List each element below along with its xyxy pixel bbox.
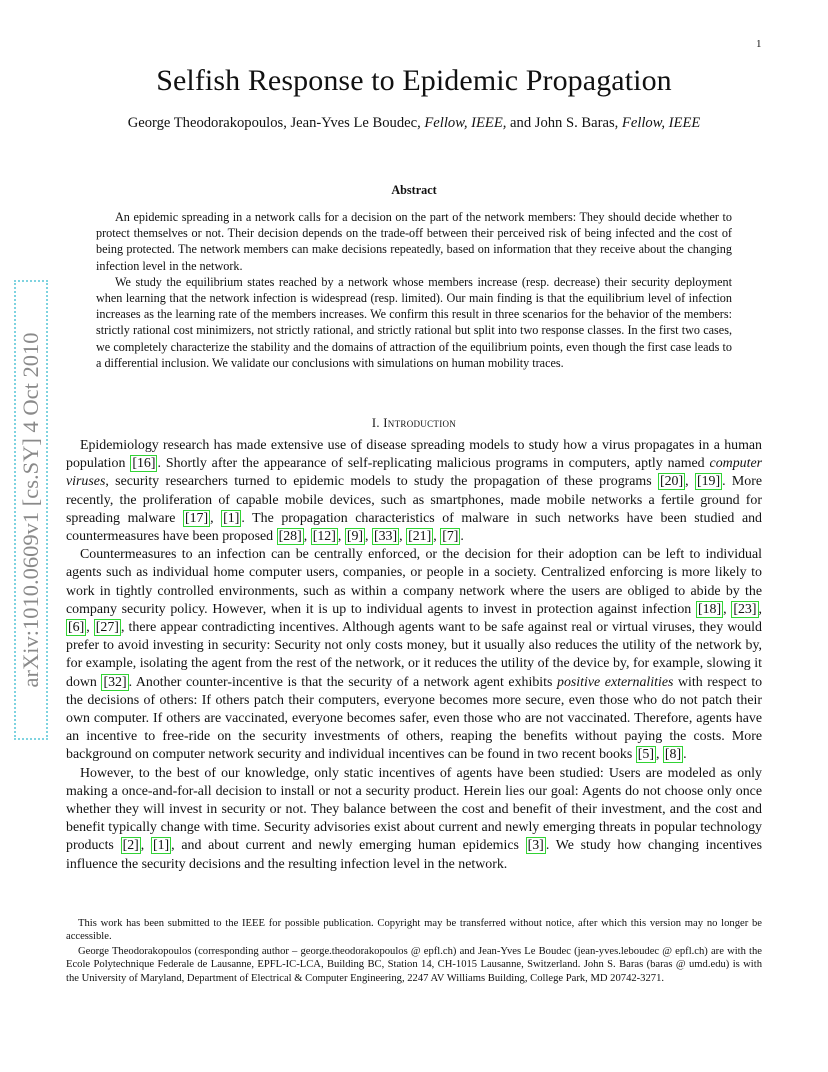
section-number: I. xyxy=(371,416,384,430)
paper-title: Selfish Response to Epidemic Propagation xyxy=(156,64,672,97)
section-heading xyxy=(0,416,828,431)
body-paragraph: However, to the best of our knowledge, only static incentives of agents have been studied: Users are modeled as only making a once-and-for-all decision to install or not a security product. Herein lies our goal: Agents do not choose only once whether they will invest in security or not. They balance between the cost and benefit of their investment, and the cost and benefit typically change with time. Security advisories exist about current and newly emerging threats in popular technology products [2] , [1] , and about current and newly emerging human epidemics [3] . We study how changing incentives influence the security decisions and the resulting infection level in the network. xyxy=(66,765,763,872)
author-names: and John S. Baras, xyxy=(506,115,622,131)
citation-link[interactable]: [1] xyxy=(223,510,240,526)
citation-link[interactable]: [9] xyxy=(346,529,364,545)
citation-link[interactable]: [27] xyxy=(95,620,119,636)
abstract-paragraph: We study the equilibrium states reached by a network whose members increase (resp. decrease) their security deployment when learning that the network infection is widespread (resp. limited). Our main finding is that the equilibrium level of infection increases as the learning rate of the members increases. We confirm this result in three scenarios for the behavior of the members: strictly rational cost minimizers, not strictly rational, and strictly rational but split into two response classes. In the first two cases, we completely characterize the stability and the domains of attraction of the equilibrium points, even though the first case leads to a differential inclusion. We validate our conclusions with simulations on human mobility traces. xyxy=(96,274,732,370)
abstract-paragraph: An epidemic spreading in a network calls for a decision on the part of the network members: They should decide whether to protect themselves or not. Their decision depends on the trade-off between their perceived risk of being infected and the cost of being protected. The network members can make decisions repeatedly, based on information that they receive about the changing infection level in the network. xyxy=(96,210,732,273)
author-affiliation: Fellow, IEEE, xyxy=(424,115,507,131)
emphasis: positive externalities xyxy=(557,674,674,690)
citation-link[interactable]: [6] xyxy=(68,620,85,636)
emphasis: computer viruses xyxy=(66,456,763,490)
citation-link[interactable]: [2] xyxy=(122,838,139,854)
citation-link[interactable]: [5] xyxy=(637,747,654,763)
abstract-body xyxy=(96,209,732,371)
citation-link[interactable]: [32] xyxy=(103,674,127,690)
abstract-heading: Abstract xyxy=(391,183,437,197)
citation-link[interactable]: [12] xyxy=(312,529,336,545)
introduction-body xyxy=(66,437,762,874)
citation-link[interactable]: [21] xyxy=(408,529,432,545)
section-title: Introduction xyxy=(383,416,457,430)
citation-link[interactable]: [33] xyxy=(373,529,398,545)
footnote: George Theodorakopoulos (corresponding author – george.theodorakopoulos @ epfl.ch) and Jean-Yves Le Boudec (jean-yves.leboudec @ epfl.ch) are with the Ecole Polytechnique Federale de Lausanne, EPFL-IC-LCA, Building BC, Station 14, CH-1015 Lausanne, Switzerland. John S. Baras (baras @ umd.edu) is with the University of Maryland, Department of Electrical & Computer Engineering, 2247 AV Williams Building, College Park, MD 20742-3271. xyxy=(66,945,762,984)
citation-link[interactable]: [23] xyxy=(733,601,757,617)
citation-link[interactable]: [28] xyxy=(278,529,302,545)
page-number: 1 xyxy=(756,38,762,50)
citation-link[interactable]: [3] xyxy=(527,838,544,854)
citation-link[interactable]: [18] xyxy=(697,601,722,617)
citation-link[interactable]: [17] xyxy=(184,510,209,526)
arxiv-identifier-text: arXiv:1010.0609v1 [cs.SY] 4 Oct 2010 xyxy=(18,332,43,688)
citation-link[interactable]: [7] xyxy=(442,529,459,545)
author-names: George Theodorakopoulos, Jean-Yves Le Boudec, xyxy=(127,115,425,131)
citation-link[interactable]: [20] xyxy=(659,474,684,490)
body-paragraph: Countermeasures to an infection can be centrally enforced, or the decision for their adoption can be left to individual agents such as individual home computer users, companies, or people in a society. Centralized enforcing is more likely to work in tightly controlled environments, such as within a company network where the users are obliged to abide by the company security policy. However, when it is up to individual agents to invest in protection against infection [18] , [23] , [6] , [27] , there appear contradicting incentives. Although agents want to be safe against real or virtual viruses, they would prefer to avoid investing in security: Security not only costs money, but it usually also reduces the utility of the network by, for example, isolating the agent from the rest of the network, or it reduces the utility of the device by, for example, slowing it down [32] . Another counter-incentive is that the security of a network agent exhibits positive externalities with respect to the decisions of others: If others patch their computers, everyone becomes more secure, even those who do not patch their own computer. If others are vaccinated, everyone becomes safer, even those who are not vaccinated. Therefore, agents have an incentive to free-ride on the security investments of others, reaping the benefits without paying the costs. More background on computer network security and individual incentives can be found in two recent books [5] , [8] . xyxy=(66,547,763,763)
author-affiliation: Fellow, IEEE xyxy=(621,115,701,131)
body-paragraph: Epidemiology research has made extensive use of disease spreading models to study how a virus propagates in a human population [16] . Shortly after the appearance of self-replicating malicious programs in computers, aptly named computer viruses, security researchers turned to epidemic models to study the propagation of these programs [20] , [19] . More recently, the proliferation of capable mobile devices, such as smartphones, made mobile networks a fertile ground for spreading malware [17] , [1] . The propagation characteristics of malware in such networks have been studied and countermeasures have been proposed [28] , [12] , [9] , [33] , [21] , [7] . xyxy=(66,438,763,545)
footnotes xyxy=(66,917,762,986)
citation-link[interactable]: [19] xyxy=(696,474,721,490)
arxiv-identifier-stamp[interactable] xyxy=(14,280,48,740)
citation-link[interactable]: [16] xyxy=(132,456,156,472)
citation-link[interactable]: [1] xyxy=(152,838,170,854)
author-line xyxy=(0,115,828,132)
citation-link[interactable]: [8] xyxy=(664,747,682,763)
footnote: This work has been submitted to the IEEE for possible publication. Copyright may be transferred without notice, after which this version may no longer be accessible. xyxy=(66,918,762,943)
